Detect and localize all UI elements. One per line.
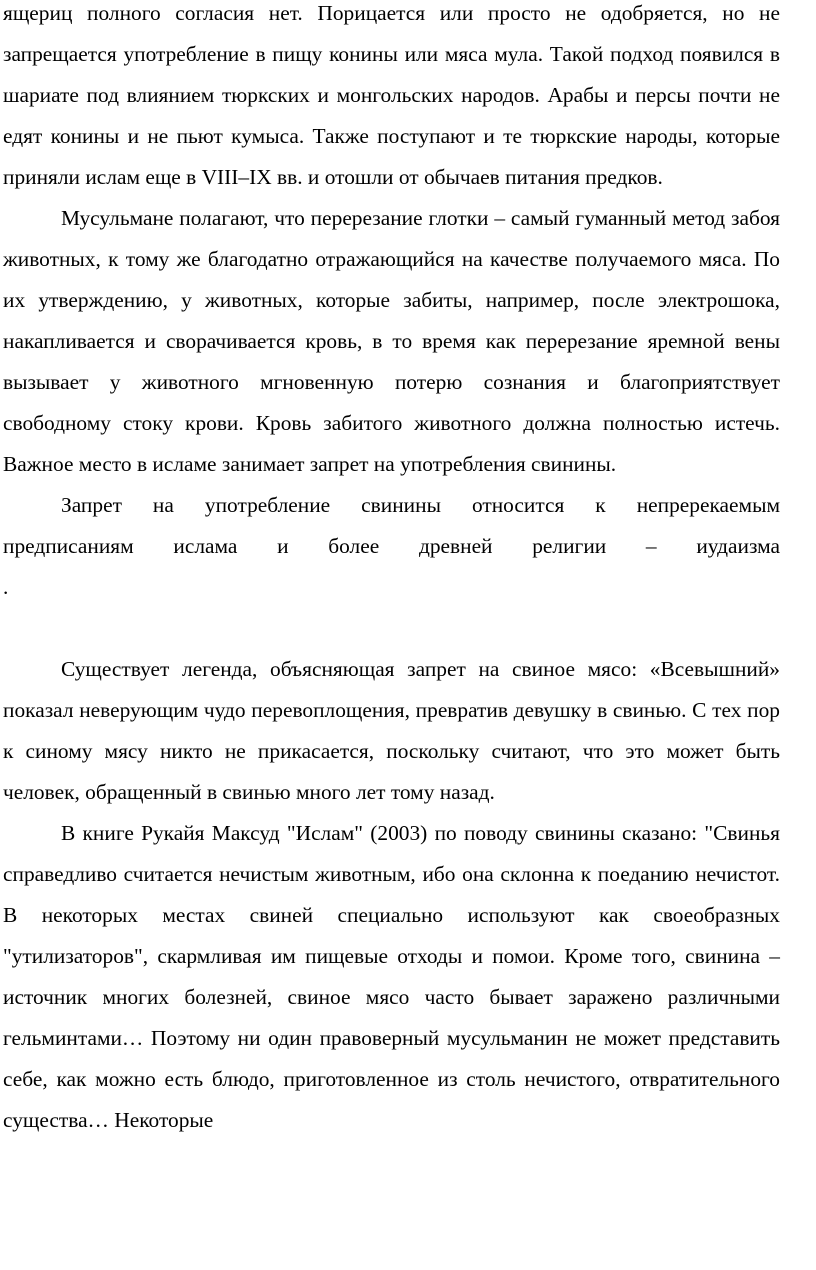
paragraph-3-line-3: . xyxy=(3,575,9,599)
paragraph-5: В книге Рукайя Максуд "Ислам" (2003) по поводу свинины сказано: "Свинья справедливо считается нечистым животным, ибо она склонна к поеданию нечистот. В некоторых местах свиней специально используют как своеобразных "утилизаторов", скармливая им пищевые отходы и помои. Кроме того, свинина – источник многих болезней, свиное мясо часто бывает заражено различными гельминтами… Поэтому ни один правоверный мусульманин не может представить себе, как можно есть блюдо, приготовленное из столь нечистого, отвратительного существа… Некоторые xyxy=(3,821,780,1132)
paragraph-4: Существует легенда, объясняющая запрет на свиное мясо: «Всевышний» показал неверующим чудо перевоплощения, превратив девушку в свинью. С тех пор к синому мясу никто не прикасается, поскольку считают, что это может быть человек, обращенный в свинью много лет тому назад. xyxy=(3,657,780,804)
paragraph-3-line-1: Запрет на употребление свинины относится к непререкаемым xyxy=(61,493,780,517)
blank-line xyxy=(3,608,780,649)
paragraph-3-line-2: предписаниям ислама и более древней религии – иудаизма xyxy=(3,534,780,558)
paragraph-2: Мусульмане полагают, что перерезание глотки – самый гуманный метод забоя животных, к тому же благодатно отражающийся на качестве получаемого мяса. По их утверждению, у животных, которые забиты, например, после электрошока, накапливается и сворачивается кровь, в то время как перерезание яремной вены вызывает у животного мгновенную потерю сознания и благоприятствует свободному стоку крови. Кровь забитого животного должна полностью истечь. Важное место в исламе занимает запрет на употребления свинины. xyxy=(3,206,780,476)
paragraph-1: ящериц полного согласия нет. Порицается или просто не одобряется, но не запрещается употребление в пищу конины или мяса мула. Такой подход появился в шариате под влиянием тюркских и монгольских народов. Арабы и персы почти не едят конины и не пьют кумыса. Также поступают и те тюркские народы, которые приняли ислам еще в VIII–IX вв. и отошли от обычаев питания предков. xyxy=(3,1,780,189)
paragraph-3 xyxy=(3,485,780,608)
